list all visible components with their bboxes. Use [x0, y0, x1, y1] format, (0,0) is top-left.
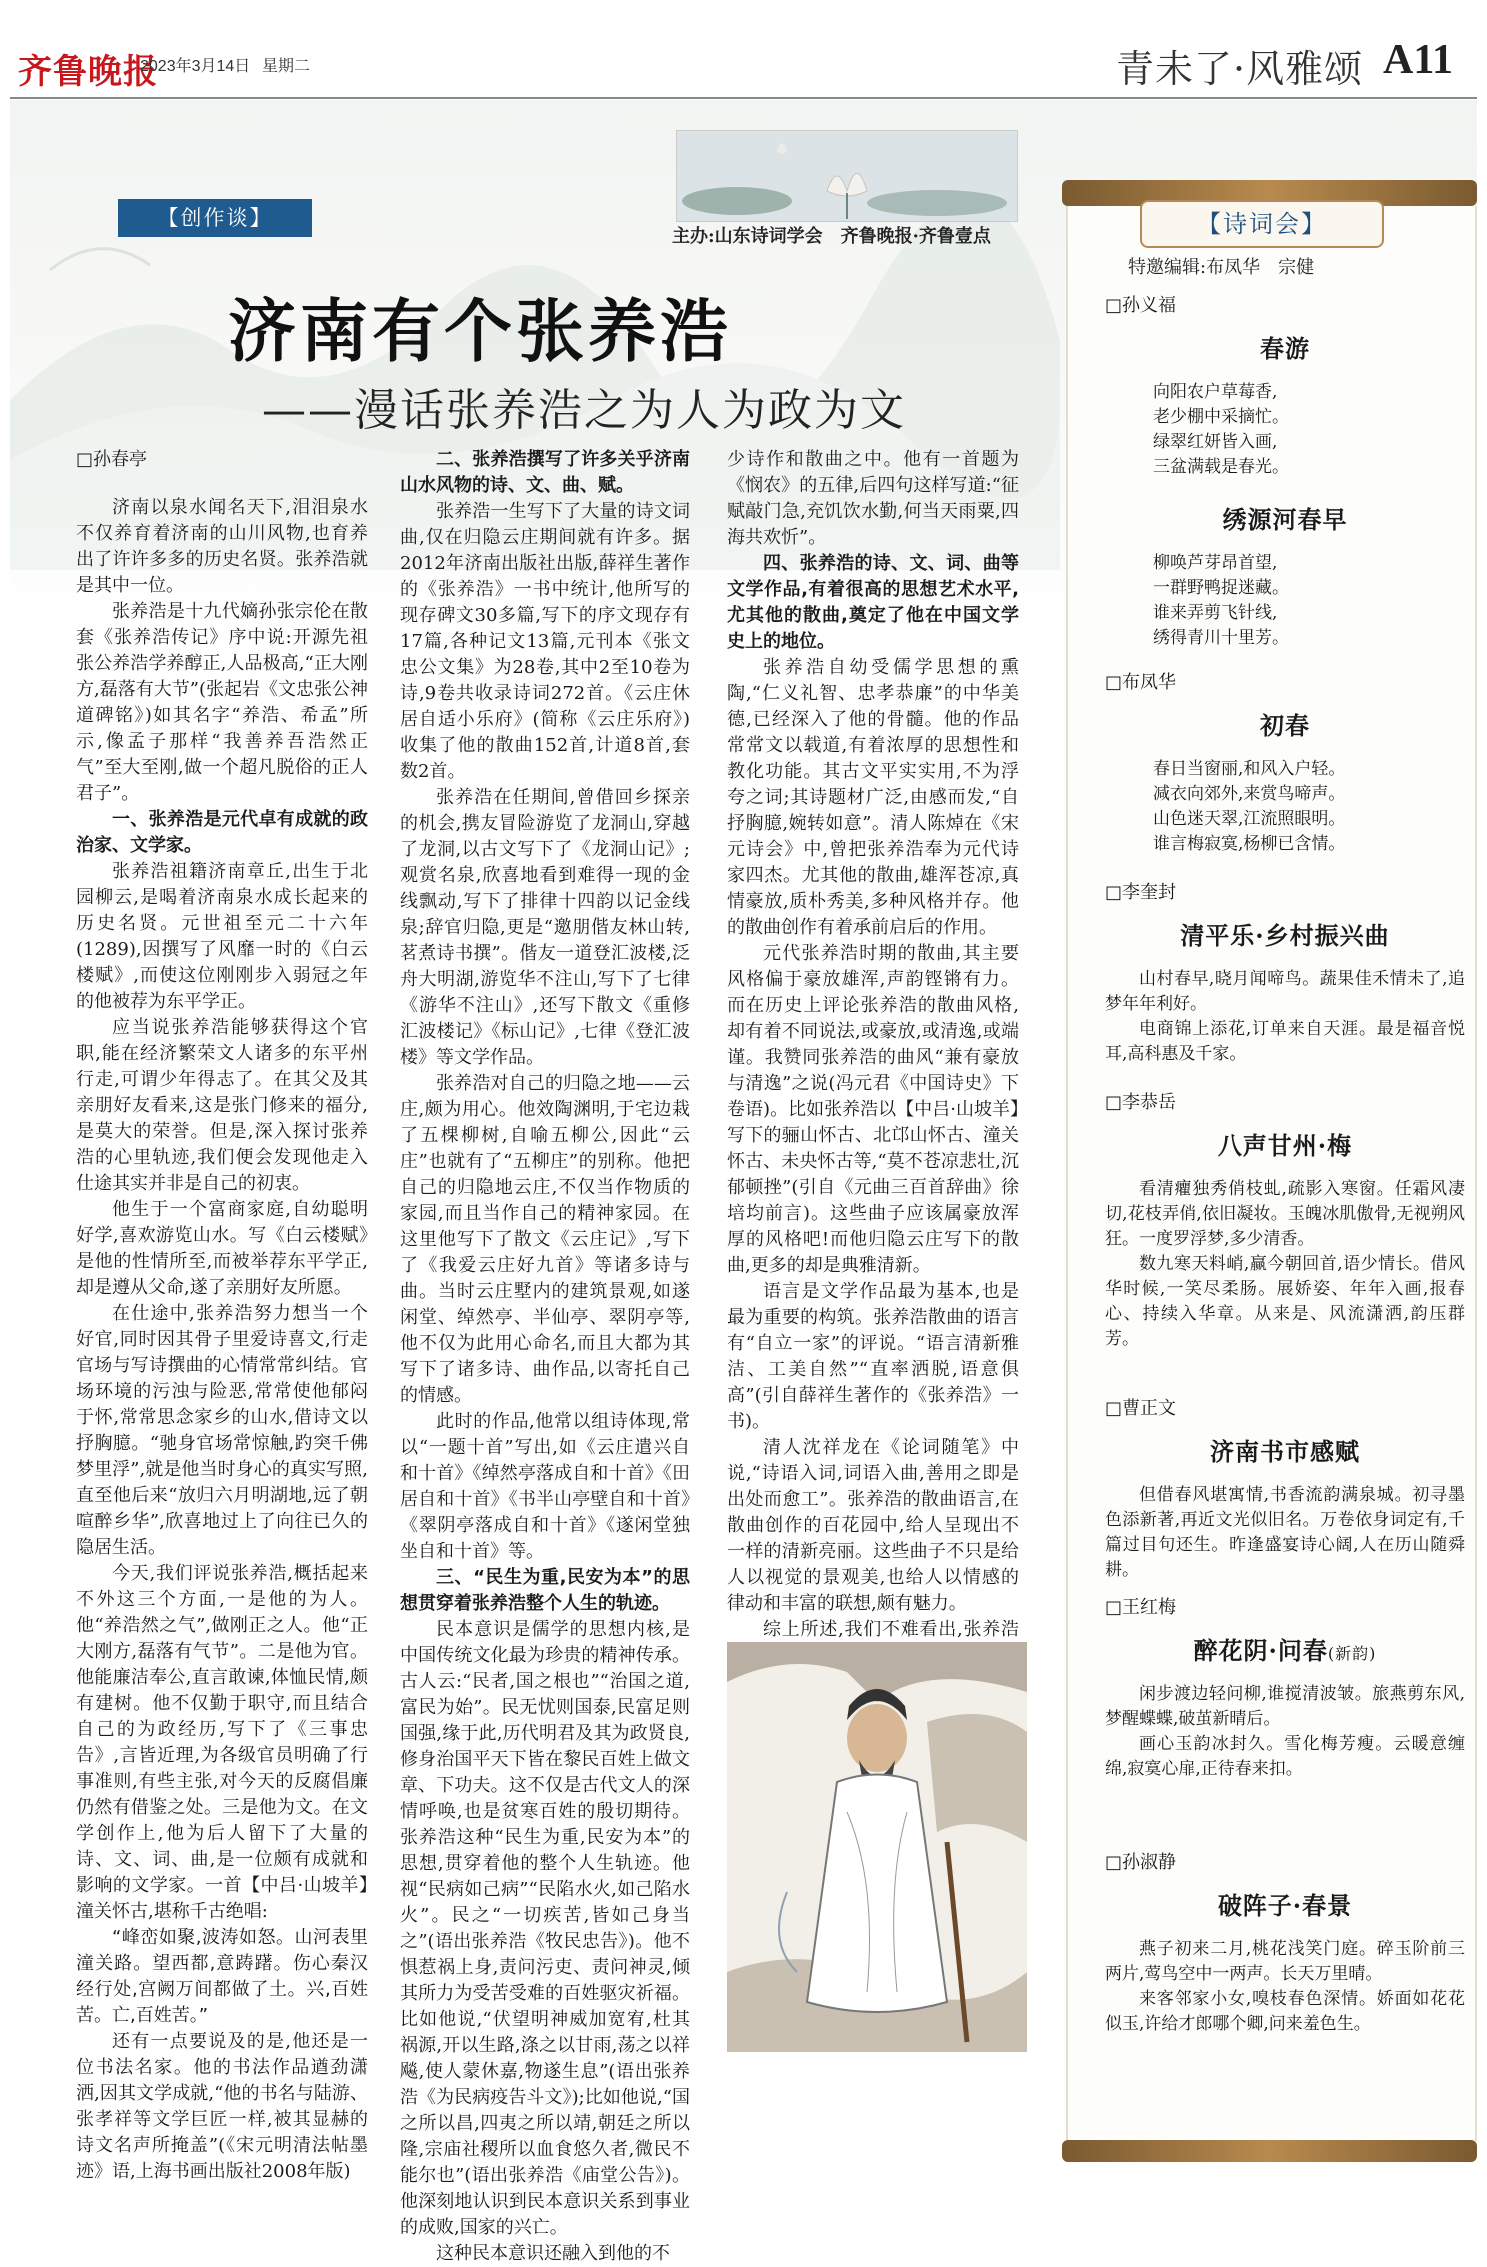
scroll-bottom-rod [1062, 2140, 1477, 2162]
poem-line: 柳唤芦芽昂首望, [1153, 553, 1278, 573]
poem-stanza: 画心玉韵冰封久。雪化梅芳瘦。云暖意缠绵,寂寞心扉,正待春来扣。 [1105, 1734, 1465, 1779]
poem-title [1105, 1631, 1465, 1666]
poem-author: □曹正文 [1105, 1398, 1177, 1419]
poem-title: 绣源河春早 [1222, 505, 1348, 534]
article-column-2 [400, 447, 690, 2267]
article-subtitle: ——漫话张养浩之为人为政为文 [262, 385, 906, 436]
article-paragraph: 张养浩对自己的归隐之地——云庄,颇为用心。他效陶渊明,于宅边栽了五棵柳树,自喻五柳公,因此“云庄”也就有了“五柳庄”的别称。他把自己的归隐地云庄,不仅当作物质的家园,而且当作自己的精神家园。在这里他写下了散文《云庄记》,写下了《我爱云庄好九首》等诸多诗与曲。当时云庄墅内的建筑景观,如遂闲堂、绰然亭、半仙亭、翠阴亭等,他不仅为此用心命名,而且大都为其写下了诸多诗、曲作品,以寄托自己的情感。 [400, 1073, 690, 1406]
article-paragraph: 张养浩是十九代嫡孙张宗伦在散套《张养浩传记》序中说:开源先祖张公养浩学养醇正,人品极高,“正大刚方,磊落有大节”(张起岩《文忠张公神道碑铭》)如其名字“养浩、希孟”所示,像孟子那样“我善养吾浩然正气”至大至刚,做一个超凡脱俗的正人君子”。 [76, 601, 368, 804]
poem-author: □孙义福 [1105, 295, 1177, 316]
poem-line: 绿翠红妍皆入画, [1153, 432, 1278, 452]
poem-2 [1105, 500, 1465, 651]
poem-7 [1105, 1593, 1465, 1782]
poem-stanza: 山村春早,晓月闻啼鸟。蔬果佳禾情未了,追梦年年利好。 [1105, 969, 1465, 1014]
poem-5 [1105, 1088, 1465, 1352]
poem-title: 破阵子·春景 [1217, 1891, 1353, 1920]
article-paragraph: 这种民本意识还融入到他的不 [436, 2243, 670, 2264]
article-paragraph: 济南以泉水闻名天下,泪泪泉水不仅养育着济南的山川风物,也育养出了许许多多的历史名贤。张养浩就是其中一位。 [76, 497, 368, 596]
sponsor-line: 主办:山东诗词学会 齐鲁晚报·齐鲁壹点 [672, 226, 991, 247]
section-heading: 三、“民生为重,民安为本”的思想贯穿着张养浩整个人生的轨迹。 [400, 1567, 690, 1614]
issue-date: 2023年3月14日 [140, 58, 251, 75]
article-paragraph: 清人沈祥龙在《论词随笔》中说,“诗语入词,词语入曲,善用之即是出处而愈工”。张养浩的散曲语言,在散曲创作的百花园中,给人呈现出不一样的清新亮丽。这些曲子不只是给人以视觉的景观美,也给人以情感的律动和丰富的联想,颇有魅力。 [727, 1437, 1019, 1614]
article-paragraph: 还有一点要说及的是,他还是一位书法名家。他的书法作品遒劲潇洒,因其文学成就,“他的书名与陆游、张孝祥等文学巨匠一样,被其显赫的诗文名声所掩盖”(《宋元明清法帖墨迹》语,上海书画出版社2008年版) [76, 2031, 368, 2182]
poem-title: 春游 [1260, 334, 1310, 363]
article-paragraph: 此时的作品,他常以组诗体现,常以“一题十首”写出,如《云庄遣兴自和十首》《绰然亭落成自和十首》《田居自和十首》《书半山亭壁自和十首》《翠阴亭落成自和十首》《遂闲堂独坐自和十首》等。 [400, 1411, 690, 1562]
article-paragraph: 元代张养浩时期的散曲,其主要风格偏于豪放雄浑,声韵铿锵有力。而在历史上评论张养浩的散曲风格,却有着不同说法,或豪放,或清逸,或端谨。我赞同张养浩的曲风“兼有豪放与清逸”之说(冯元君《中国诗史》下卷语)。比如张养浩以【中吕·山坡羊】写下的骊山怀古、北邙山怀古、潼关怀古、未央怀古等,“莫不苍凉悲壮,沉郁顿挫”(引自《元曲三百首辞曲》徐培均前言)。这些曲子应该属豪放浑厚的风格吧!而他归隐云庄写下的散曲,更多的却是典雅清新。 [727, 943, 1019, 1276]
article-paragraph: 民本意识是儒学的思想内核,是中国传统文化最为珍贵的精神传承。古人云:“民者,国之根也”“治国之道,富民为始”。民无忧则国泰,民富足则国强,缘于此,历代明君及其为政贤良,修身治国平天下皆在黎民百姓上做文章、下功夫。这不仅是古代文人的深情呼唤,也是贫寒百姓的殷切期待。张养浩这种“民生为重,民安为本”的思想,贯穿着他的整个人生轨迹。他视“民病如己病”“民陷水火,如己陷水火”。民之“一切疾苦,皆如己身当之”(语出张养浩《牧民忠告》)。他不惧惹祸上身,责问污吏、责问神灵,倾其所力为受苦受难的百姓驱灾祈福。比如他说,“伏望明神威加宽宥,杜其祸源,开以生路,涤之以甘雨,荡之以祥飚,使人蒙休嘉,物遂生息”(语出张养浩《为民病疫告斗文》);比如他说,“国之所以昌,四夷之所以靖,朝廷之所以隆,宗庙社稷所以血食悠久者,微民不能尔也”(语出张养浩《庙堂公告》)。他深刻地认识到民本意识关系到事业的成败,国家的兴亡。 [400, 1619, 690, 2238]
section-heading: 一、张养浩是元代卓有成就的政治家、文学家。 [76, 809, 368, 856]
article-column-1 [76, 447, 368, 2185]
column-tag: 【创作谈】 [118, 199, 312, 237]
article-paragraph: “峰峦如聚,波涛如怒。山河表里潼关路。望西都,意踌躇。伤心秦汉经行处,宫阙万间都做了土。兴,百姓苦。亡,百姓苦。” [76, 1927, 368, 2026]
poem-stanza: 燕子初来二月,桃花浅笑门庭。碎玉阶前三两片,莺鸟空中一两声。长天万里晴。 [1105, 1939, 1465, 1984]
article-paragraph: 少诗作和散曲之中。他有一首题为《悯农》的五律,后四句这样写道:“征赋敲门急,充饥饮水勤,何当天雨粟,四海共欢忻”。 [727, 449, 1019, 548]
poem-title: 清平乐·乡村振兴曲 [1180, 921, 1390, 950]
sidebar-column-tag: 【诗词会】 [1140, 200, 1384, 248]
poem-title: 八声甘州·梅 [1217, 1131, 1353, 1160]
article-paragraph: 张养浩一生写下了大量的诗文词曲,仅在归隐云庄期间就有许多。据2012年济南出版社出版,薛祥生著作的《张养浩》一书中统计,他所写的现存碑文30多篇,写下的序文现存有17篇,各种记文13篇,元刊本《张文忠公文集》为28卷,其中2至10卷为诗,9卷共收录诗词272首。《云庄休居自适小乐府》(简称《云庄乐府》)收集了他的散曲152首,计道8首,套数2首。 [400, 501, 690, 782]
header-rule [10, 97, 1477, 99]
article-paragraph: 应当说张养浩能够获得这个官职,能在经济繁荣文人诸多的东平州行走,可谓少年得志了。在其父及其亲朋好友看来,这是张门修来的福分,是莫大的荣誉。但是,深入探讨张养浩的心里轨迹,我们便会发现他走入仕途其实并非是自己的初衷。 [76, 1017, 368, 1194]
poem-author: □布凤华 [1105, 672, 1177, 693]
poem-stanza: 看清癯独秀俏枝虬,疏影入寒窗。任霜风凄切,花枝弄俏,依旧凝妆。玉魄冰肌傲骨,无视朔风狂。一度罗浮梦,多少清香。 [1105, 1179, 1465, 1249]
author-byline: □孙春亭 [76, 449, 148, 470]
section-heading: 四、张养浩的诗、文、词、曲等文学作品,有着很高的思想艺术水平,尤其他的散曲,奠定了他在中国文学史上的地位。 [727, 553, 1019, 652]
poem-line: 山色迷天翠,江流照眼明。 [1153, 809, 1346, 829]
section-name: 青未了·风雅颂 [1116, 47, 1364, 91]
sidebar-editor: 特邀编辑:布凤华 宗健 [1128, 257, 1315, 278]
poem-author: □李奎封 [1105, 882, 1177, 903]
newspaper-logo: 齐鲁晚报 [18, 52, 158, 92]
poem-line: 减衣向郊外,来赏鸟啼声。 [1153, 784, 1346, 804]
poem-8 [1105, 1848, 1465, 2037]
article-paragraph: 综上所述,我们不难看出,张养浩 [763, 1619, 1019, 1640]
poem-line: 一群野鸭捉迷藏。 [1153, 578, 1289, 598]
article-paragraph: 张养浩自幼受儒学思想的熏陶,“仁义礼智、忠孝恭廉”的中华美德,已经深入了他的骨髓。他的作品常常文以载道,有着浓厚的思想性和教化功能。其古文平实实用,不为浮夸之词;其诗题材广泛,由感而发,“自抒胸臆,婉转如意”。清人陈焯在《宋元诗会》中,曾把张养浩奉为元代诗家四杰。尤其他的散曲,雄浑苍凉,真情豪放,质朴秀美,多种风格并存。他的散曲创作有着承前启后的作用。 [727, 657, 1019, 938]
section-heading: 二、张养浩撰写了许多关乎济南山水风物的诗、文、曲、赋。 [400, 449, 690, 496]
poem-line: 绣得青川十里芳。 [1153, 628, 1289, 648]
poem-title-text: 醉花阴·问春 [1193, 1636, 1328, 1665]
poem-line: 谁来弄剪飞针线, [1153, 603, 1278, 623]
page-number: A11 [1383, 37, 1454, 83]
poem-author: □孙淑静 [1105, 1852, 1177, 1873]
poem-line: 向阳农户草莓香, [1153, 382, 1278, 402]
poem-stanza: 数九寒天料峭,赢今朝回首,语少情长。借风华时候,一笑尽柔肠。展娇姿、年年入画,报春心、持续入华章。从来是、风流潇洒,韵压群芳。 [1105, 1254, 1465, 1349]
lotus-banner-image [676, 130, 1018, 222]
poem-line: 谁言梅寂寞,杨柳已含情。 [1153, 834, 1346, 854]
zhang-yanghao-portrait [727, 1642, 1027, 2052]
poem-author: □王红梅 [1105, 1597, 1177, 1618]
article-paragraph: 张养浩在任期间,曾借回乡探亲的机会,携友冒险游览了龙洞山,穿越了龙洞,以古文写下了《龙洞山记》;观赏名泉,欣喜地看到难得一现的金线飘动,写下了排律十四韵以记金线泉;辞官归隐,更是“邀朋偕友林山转,茗煮诗书撰”。偕友一道登汇波楼,泛舟大明湖,游览华不注山,写下了七律《游华不注山》,还写下散文《重修汇波楼记》《标山记》,七律《登汇波楼》等文学作品。 [400, 787, 690, 1068]
poem-line: 春日当窗丽,和风入户轻。 [1153, 759, 1346, 779]
issue-weekday: 星期二 [262, 58, 311, 75]
poem-title: 济南书市感赋 [1210, 1437, 1360, 1466]
poem-stanza: 来客邻家小女,嗅枝春色深情。娇面如花花似玉,许给才郎哪个卿,问来羞色生。 [1105, 1989, 1465, 2034]
poem-stanza: 电商锦上添花,订单来自天涯。最是福音悦耳,高科惠及千家。 [1105, 1019, 1465, 1064]
article-paragraph: 他生于一个富商家庭,自幼聪明好学,喜欢游览山水。写《白云楼赋》是他的性情所至,而被举荐东平学正,却是遵从父命,遂了亲朋好友所愿。 [76, 1199, 368, 1298]
poem-line: 老少棚中采摘忙。 [1153, 407, 1289, 427]
article-title: 济南有个张养浩 [228, 292, 733, 372]
poem-author: □李恭岳 [1105, 1092, 1177, 1113]
article-paragraph: 语言是文学作品最为基本,也是最为重要的构筑。张养浩散曲的语言有“自立一家”的评说。“语言清新雅洁、工美自然”“直率洒脱,语意俱高”(引自薛祥生著作的《张养浩》一书)。 [727, 1281, 1019, 1432]
poem-6 [1105, 1394, 1465, 1583]
article-paragraph: 张养浩祖籍济南章丘,出生于北园柳云,是喝着济南泉水成长起来的历史名贤。元世祖至元二十六年(1289),因撰写了风靡一时的《白云楼赋》,而使这位刚刚步入弱冠之年的他被荐为东平学正。 [76, 861, 368, 1012]
poem-4 [1105, 878, 1465, 1067]
poem-title: 初春 [1260, 711, 1310, 740]
poem-1 [1105, 291, 1465, 480]
poem-3 [1105, 668, 1465, 857]
article-paragraph: 在仕途中,张养浩努力想当一个好官,同时因其骨子里爱诗喜文,行走官场与写诗撰曲的心情常常纠结。官场环境的污浊与险恶,常常使他郁闷于怀,常常思念家乡的山水,借诗文以抒胸臆。“驰身官场常惊触,趵突千佛梦里浮”,就是他当时身心的真实写照,直至他后来“放归六月明湖地,远了朝喧醉乡华”,欣喜地过上了向往已久的隐居生活。 [76, 1303, 368, 1558]
poem-stanza: 但借春风堪寓情,书香流韵满泉城。初寻墨色添新著,再近文光似旧名。万卷依身词定有,千篇过目句还生。昨逢盛宴诗心阔,人在历山随舜耕。 [1105, 1485, 1465, 1580]
poem-stanza: 闲步渡边轻问柳,谁搅清波皱。旅燕剪东风,梦醒蝶蝶,破茧新晴后。 [1105, 1684, 1465, 1729]
poem-title-note: (新韵) [1327, 1644, 1377, 1663]
article-column-3 [727, 447, 1019, 1799]
article-paragraph: 今天,我们评说张养浩,概括起来不外这三个方面,一是他的为人。他“养浩然之气”,做刚正之人。他“正大刚方,磊落有气节”。二是他为官。他能廉洁奉公,直言敢谏,体恤民情,颇有建树。他不仅勤于职守,而且结合自己的为政经历,写下了《三事忠告》,言皆近理,为各级官员明确了行事准则,有些主张,对今天的反腐倡廉仍然有借鉴之处。三是他为文。在文学创作上,他为后人留下了大量的诗、文、词、曲,是一位颇有成就和影响的文学家。一首【中吕·山坡羊】潼关怀古,堪称千古绝唱: [76, 1563, 368, 1922]
poem-line: 三盆满载是春光。 [1153, 457, 1289, 477]
